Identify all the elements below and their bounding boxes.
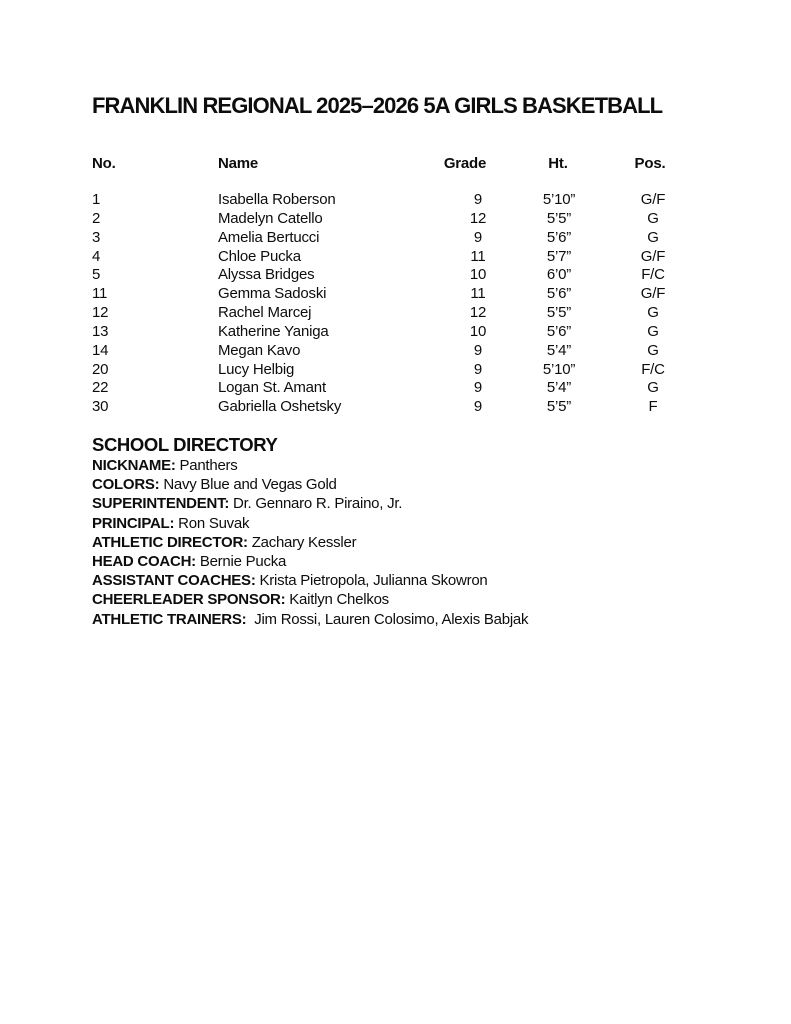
player-name: Madelyn Catello	[218, 209, 323, 227]
player-height: 5’5”	[546, 304, 572, 322]
player-number: 14	[92, 341, 109, 359]
directory-entry-label: ATHLETIC DIRECTOR:	[92, 533, 248, 551]
roster-row	[92, 342, 718, 361]
player-name: Lucy Helbig	[218, 360, 295, 378]
directory-entry-label: HEAD COACH:	[92, 552, 196, 570]
player-number: 1	[92, 191, 101, 208]
directory-entry-value: Krista Pietropola, Julianna Skowron	[255, 572, 488, 590]
player-position: G/F	[640, 285, 666, 303]
player-grade: 12	[469, 209, 487, 227]
column-header-position: Pos.	[634, 155, 666, 172]
player-number: 30	[92, 398, 109, 416]
directory-entry	[92, 610, 528, 629]
player-height: 6’0”	[546, 266, 572, 284]
player-name: Rachel Marcej	[218, 304, 312, 322]
directory-entry-label: COLORS:	[92, 476, 160, 494]
player-height: 5’5”	[546, 398, 572, 416]
player-name: Gemma Sadoski	[218, 285, 327, 303]
player-number: 22	[92, 379, 109, 397]
player-number: 5	[92, 266, 101, 284]
player-grade: 11	[470, 285, 486, 303]
player-number: 4	[92, 247, 101, 265]
roster-row	[92, 229, 718, 248]
player-position: G	[647, 228, 659, 246]
directory-entry-label: NICKNAME:	[92, 457, 176, 474]
directory-entry-value: Bernie Pucka	[195, 552, 287, 570]
directory-entry-label: PRINCIPAL:	[92, 514, 175, 532]
directory-entry-label: SUPERINTENDENT:	[92, 495, 230, 513]
player-height: 5’4”	[546, 341, 572, 359]
roster-row	[92, 266, 718, 285]
player-grade: 12	[469, 304, 487, 322]
directory-entry	[92, 533, 528, 552]
directory-entry	[92, 590, 528, 609]
page-title: FRANKLIN REGIONAL 2025–2026 5A GIRLS BASKETBALL	[92, 93, 663, 118]
player-name: Chloe Pucka	[218, 247, 301, 265]
roster-table	[92, 191, 718, 417]
player-position: G/F	[640, 191, 666, 208]
directory-entry-value: Ron Suvak	[174, 514, 250, 532]
directory-entry	[92, 494, 528, 513]
player-position: G	[647, 304, 659, 322]
directory-entry	[92, 475, 528, 494]
player-name: Logan St. Amant	[218, 379, 326, 397]
player-height: 5’6”	[546, 285, 572, 303]
roster-row	[92, 285, 718, 304]
player-position: G	[647, 379, 659, 397]
directory-entry	[92, 456, 528, 475]
player-number: 3	[92, 228, 101, 246]
roster-row	[92, 210, 718, 229]
player-position: F/C	[641, 360, 665, 378]
player-grade: 9	[473, 341, 483, 359]
roster-row	[92, 191, 718, 210]
player-grade: 9	[473, 360, 483, 378]
column-header-name: Name	[218, 155, 259, 172]
directory-entry	[92, 552, 528, 571]
player-height: 5’6”	[546, 322, 572, 340]
directory-entry-label: CHEERLEADER SPONSOR:	[92, 591, 286, 609]
roster-row	[92, 323, 718, 342]
player-name: Gabriella Oshetsky	[218, 398, 342, 416]
player-position: G/F	[640, 247, 666, 265]
player-grade: 9	[473, 191, 483, 208]
directory-heading: SCHOOL DIRECTORY	[92, 434, 278, 455]
roster-row	[92, 398, 718, 417]
player-position: G	[647, 209, 659, 227]
column-header-height: Ht.	[548, 155, 568, 172]
player-name: Alyssa Bridges	[218, 266, 315, 284]
player-number: 11	[92, 285, 108, 303]
player-number: 2	[92, 209, 101, 227]
roster-row	[92, 379, 718, 398]
player-height: 5’4”	[546, 379, 572, 397]
player-height: 5’10”	[542, 191, 576, 208]
directory-entry-value: Navy Blue and Vegas Gold	[159, 476, 337, 494]
player-position: F/C	[641, 266, 665, 284]
player-grade: 9	[473, 379, 483, 397]
player-grade: 10	[469, 322, 487, 340]
directory-entry-label: ASSISTANT COACHES:	[92, 572, 256, 590]
player-name: Amelia Bertucci	[218, 228, 320, 246]
player-position: F	[648, 398, 658, 416]
player-height: 5’5”	[546, 209, 572, 227]
player-number: 13	[92, 322, 109, 340]
roster-row	[92, 361, 718, 380]
player-height: 5’6”	[546, 228, 572, 246]
roster-header-row	[92, 154, 718, 173]
player-position: G	[647, 341, 659, 359]
player-number: 12	[92, 304, 109, 322]
directory-entry	[92, 571, 528, 590]
player-number: 20	[92, 360, 109, 378]
directory-entry-value: Zachary Kessler	[247, 533, 357, 551]
column-header-grade: Grade	[443, 155, 487, 172]
player-name: Isabella Roberson	[218, 191, 336, 208]
column-header-no: No.	[92, 155, 116, 172]
directory-entry-value: Panthers	[175, 457, 238, 474]
roster-row	[92, 304, 718, 323]
player-grade: 9	[473, 398, 483, 416]
directory-entry-value: Jim Rossi, Lauren Colosimo, Alexis Babjak	[246, 610, 529, 628]
directory-entry-label: ATHLETIC TRAINERS:	[92, 610, 247, 628]
player-grade: 11	[470, 247, 486, 265]
directory-entry	[92, 514, 528, 533]
player-grade: 10	[469, 266, 487, 284]
player-position: G	[647, 322, 659, 340]
directory-entry-value: Dr. Gennaro R. Piraino, Jr.	[229, 495, 403, 513]
directory-list	[92, 456, 528, 629]
player-name: Megan Kavo	[218, 341, 301, 359]
player-name: Katherine Yaniga	[218, 322, 329, 340]
player-height: 5’10”	[542, 360, 576, 378]
player-grade: 9	[473, 228, 483, 246]
directory-entry-value: Kaitlyn Chelkos	[285, 591, 389, 609]
roster-row	[92, 248, 718, 267]
player-height: 5’7”	[546, 247, 572, 265]
